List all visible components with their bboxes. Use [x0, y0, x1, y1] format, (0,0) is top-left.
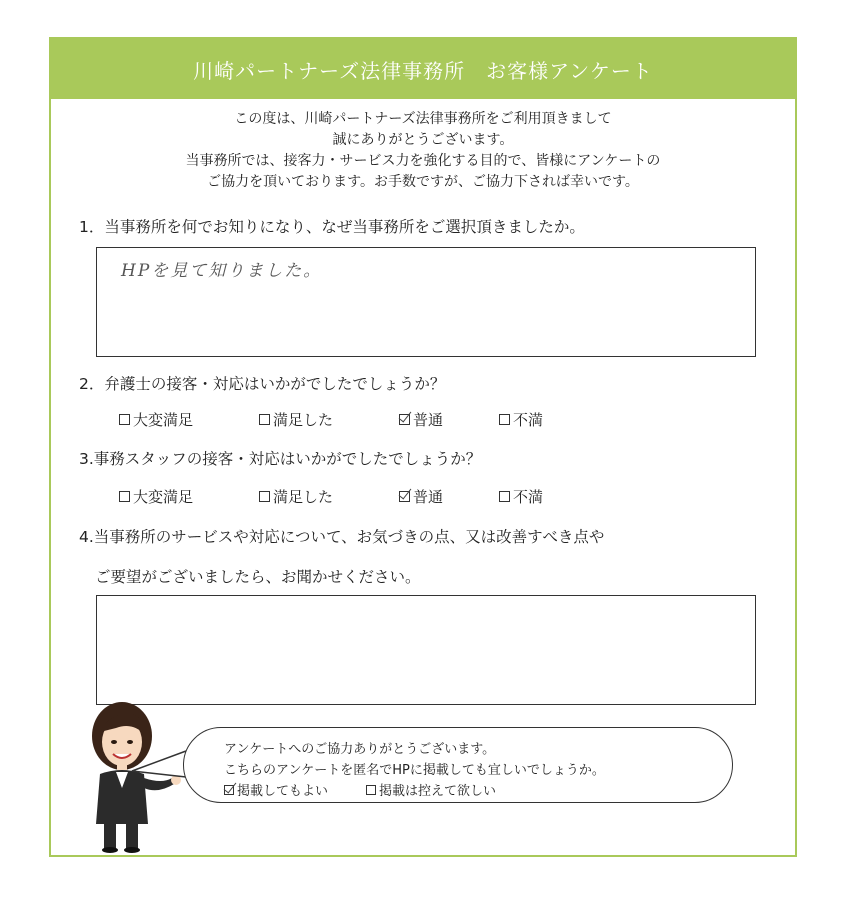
intro-line: 当事務所では、接客力・サービス力を強化する目的で、皆様にアンケートの	[185, 153, 661, 169]
question-2: 2．弁護士の接客・対応はいかがでしたでしょうか？	[79, 375, 446, 393]
q3-option-very-satisfied[interactable]: 大変満足	[119, 486, 193, 507]
survey-title: 川崎パートナーズ法律事務所 お客様アンケート	[51, 39, 795, 99]
question-1: 1．当事務所を何でお知りになり、なぜ当事務所をご選択頂きましたか。	[79, 218, 585, 236]
answer-box-4[interactable]	[96, 595, 756, 705]
checked-checkbox-icon[interactable]	[399, 491, 410, 502]
speech-bubble	[183, 727, 733, 803]
publish-option-decline[interactable]: 掲載は控えて欲しい	[366, 780, 496, 799]
q2-option-satisfied[interactable]: 満足した	[259, 409, 333, 430]
speech-bubble-tail-icon	[128, 747, 188, 787]
checkbox-icon[interactable]	[499, 414, 510, 425]
handwritten-answer-1: HPを見て知りました。	[121, 261, 323, 281]
intro-line: 誠にありがとうございます。	[332, 132, 514, 148]
checked-checkbox-icon[interactable]	[224, 785, 234, 795]
bubble-text-line-2: こちらのアンケートを匿名でHPに掲載しても宜しいでしょうか。	[224, 763, 605, 778]
answer-box-1[interactable]	[96, 247, 756, 357]
intro-line: この度は、川崎パートナーズ法律事務所をご利用頂きまして	[234, 111, 612, 127]
q3-option-normal[interactable]: 普通	[399, 486, 443, 507]
question-3: 3.事務スタッフの接客・対応はいかがでしたでしょうか？	[79, 450, 482, 468]
checked-checkbox-icon[interactable]	[399, 414, 410, 425]
checkbox-icon[interactable]	[259, 491, 270, 502]
q3-options	[119, 486, 589, 506]
checkbox-icon[interactable]	[119, 414, 130, 425]
question-4-line-2: ご要望がございましたら、お聞かせください。	[95, 568, 421, 586]
q2-options	[119, 409, 589, 429]
q2-option-very-satisfied[interactable]: 大変満足	[119, 409, 193, 430]
publish-options	[224, 780, 496, 799]
checkbox-icon[interactable]	[366, 785, 376, 795]
q3-option-dissatisfied[interactable]: 不満	[499, 486, 543, 507]
checkbox-icon[interactable]	[259, 414, 270, 425]
checkbox-icon[interactable]	[499, 491, 510, 502]
question-4-line-1: 4.当事務所のサービスや対応について、お気づきの点、又は改善すべき点や	[79, 528, 605, 546]
q2-option-dissatisfied[interactable]: 不満	[499, 409, 543, 430]
intro-text	[51, 109, 795, 193]
q3-option-satisfied[interactable]: 満足した	[259, 486, 333, 507]
q2-option-normal[interactable]: 普通	[399, 409, 443, 430]
checkbox-icon[interactable]	[119, 491, 130, 502]
publish-option-allow[interactable]: 掲載してもよい	[224, 780, 328, 799]
bubble-text-line-1: アンケートへのご協力ありがとうございます。	[224, 742, 496, 757]
intro-line: ご協力を頂いております。お手数ですが、ご協力下されば幸いです。	[207, 174, 639, 190]
